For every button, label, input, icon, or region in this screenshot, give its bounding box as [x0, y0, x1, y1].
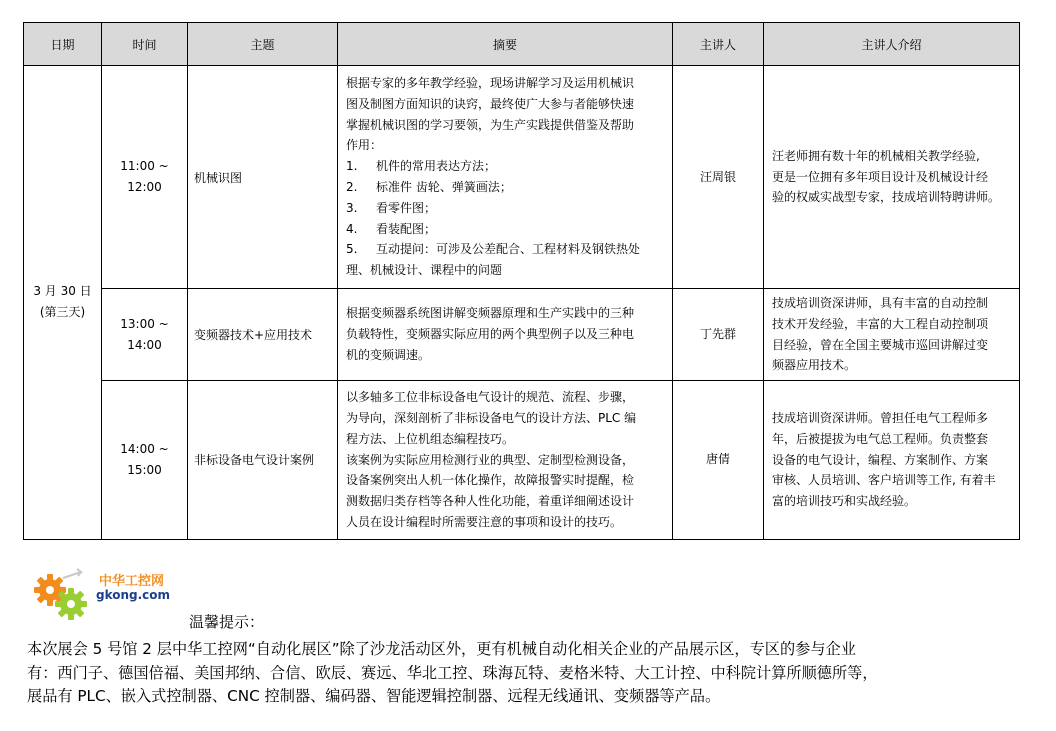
time-cell: [102, 66, 188, 289]
table-row: [24, 381, 1020, 540]
table-row: [24, 66, 1020, 289]
time-cell: [102, 381, 188, 540]
item-number: 2.: [346, 180, 358, 194]
schedule-table: [23, 22, 1020, 540]
time-start: 13:00 ~: [120, 316, 169, 331]
intro-line: 技成培训资深讲师。曾担任电气工程师多: [772, 410, 989, 425]
summary-item: [346, 198, 666, 219]
item-number: 4.: [346, 221, 358, 236]
speaker-cell: 唐倩: [673, 381, 764, 540]
header-topic: 主题: [188, 23, 338, 66]
intro-line: 汪老师拥有数十年的机械相关教学经验,: [772, 148, 980, 163]
speaker-intro-cell: [764, 289, 1020, 381]
summary-line: 根据变频器系统图讲解变频器原理和生产实践中的三种: [346, 306, 635, 321]
intro-line: 技术开发经验，丰富的大工程自动控制项: [772, 316, 989, 331]
notice-line: 有：西门子、德国倍福、美国邦纳、合信、欧辰、赛远、华北工控、珠海瓦特、麦格米特、大工计控、中科院计算所顺德所等，: [27, 663, 878, 682]
header-speaker: 主讲人: [673, 23, 764, 66]
summary-item: [346, 177, 666, 198]
intro-line: 目经验，曾在全国主要城市巡回讲解过变: [772, 337, 989, 352]
item-text: 看零件图；: [376, 200, 437, 215]
item-number: 1.: [346, 159, 358, 174]
notice-line: 本次展会 5 号馆 2 层中华工控网“自动化展区”除了沙龙活动区外，更有机械自动化相关企业的产品展示区，专区的参与企业: [27, 640, 856, 658]
item-text: 标准件 齿轮、弹簧画法；: [376, 180, 512, 194]
time-end: 14:00: [127, 337, 162, 352]
gkong-logo: [33, 568, 183, 624]
time-end: 12:00: [127, 180, 162, 194]
summary-line: 程方法、上位机组态编程技巧。: [346, 431, 515, 446]
summary-cell: [338, 66, 673, 289]
arrow-icon: [63, 569, 81, 578]
summary-line: 图及制图方面知识的诀窍，最终使广大参与者能够快速: [346, 96, 635, 111]
intro-line: 审核、人员培训、客户培训等工作, 有着丰: [772, 473, 996, 488]
speaker-intro-cell: [764, 381, 1020, 540]
summary-line: 机的变频调速。: [346, 347, 431, 362]
item-text: 机件的常用表达方法；: [376, 159, 497, 174]
summary-line: 根据专家的多年教学经验，现场讲解学习及运用机械识: [346, 76, 635, 91]
time-start: 11:00 ~: [120, 159, 169, 173]
table-row: [24, 289, 1020, 381]
tip-heading: 温馨提示：: [189, 613, 265, 631]
summary-item: [346, 219, 666, 240]
intro-line: 更是一位拥有多年项目设计及机械设计经: [772, 169, 989, 184]
topic-cell: 变频器技术+应用技术: [188, 289, 338, 381]
notice-line: 展品有 PLC、嵌入式控制器、CNC 控制器、编码器、智能逻辑控制器、远程无线通讯、变频器等产品。: [27, 687, 721, 705]
summary-line: 掌握机械识图的学习要领，为生产实践提供借鉴及帮助: [346, 117, 635, 132]
date-cell: [24, 66, 102, 540]
logo-text-en: gkong.com: [96, 588, 171, 602]
intro-line: 验的权威实战型专家，技成培训特聘讲师。: [772, 190, 1001, 205]
summary-line: 设备案例突出人机一体化操作，故障报警实时提醒，检: [346, 473, 635, 488]
notice-paragraph: [27, 638, 1055, 709]
item-text: 互动提问：可涉及公差配合、工程材料及钢铁热处: [376, 242, 641, 257]
summary-cell: [338, 289, 673, 381]
summary-item: [346, 156, 666, 177]
topic-cell: 机械识图: [188, 66, 338, 289]
intro-line: 富的培训技巧和实战经验。: [772, 494, 917, 509]
summary-cell: [338, 381, 673, 540]
speaker-cell: 丁先群: [673, 289, 764, 381]
day-label: (第三天): [39, 305, 86, 320]
logo-text-cn: 中华工控网: [99, 574, 165, 589]
summary-line: 测数据归类存档等各种人性化功能，着重详细阐述设计: [346, 494, 635, 509]
topic-cell: 非标设备电气设计案例: [188, 381, 338, 540]
item-text: 看装配图；: [376, 221, 437, 236]
summary-line: 作用：: [346, 138, 383, 153]
summary-line: 理、机械设计、课程中的问题: [346, 263, 503, 278]
item-number: 3.: [346, 200, 358, 215]
header-summary: 摘要: [338, 23, 673, 66]
summary-line: 该案例为实际应用检测行业的典型、定制型检测设备，: [346, 452, 635, 467]
gear-icon: [33, 568, 103, 624]
time-start: 14:00 ~: [120, 441, 169, 456]
date-label: 3 月 30 日: [33, 284, 92, 299]
time-end: 15:00: [127, 462, 162, 477]
intro-line: 技成培训资深讲师，具有丰富的自动控制: [772, 296, 989, 310]
intro-line: 设备的电气设计，编程、方案制作、方案: [772, 452, 989, 467]
green-gear: [55, 588, 87, 620]
header-speaker-intro: 主讲人介绍: [764, 23, 1020, 66]
header-date: 日期: [24, 23, 102, 66]
header-row: [24, 23, 1020, 66]
summary-line: 以多轴多工位非标设备电气设计的规范、流程、步骤，: [346, 390, 635, 405]
intro-line: 年，后被提拔为电气总工程师。负责整套: [772, 431, 989, 446]
summary-item: [346, 239, 666, 260]
speaker-cell: 汪周银: [673, 66, 764, 289]
summary-line: 负载特性，变频器实际应用的两个典型例子以及三种电: [346, 327, 635, 342]
header-time: 时间: [102, 23, 188, 66]
intro-line: 频器应用技术。: [772, 358, 857, 373]
summary-line: 为导向，深刻剖析了非标设备电气的设计方法、PLC 编: [346, 410, 637, 425]
summary-line: 人员在设计编程时所需要注意的事项和设计的技巧。: [346, 514, 623, 529]
item-number: 5.: [346, 242, 358, 257]
speaker-intro-cell: [764, 66, 1020, 289]
time-cell: [102, 289, 188, 381]
